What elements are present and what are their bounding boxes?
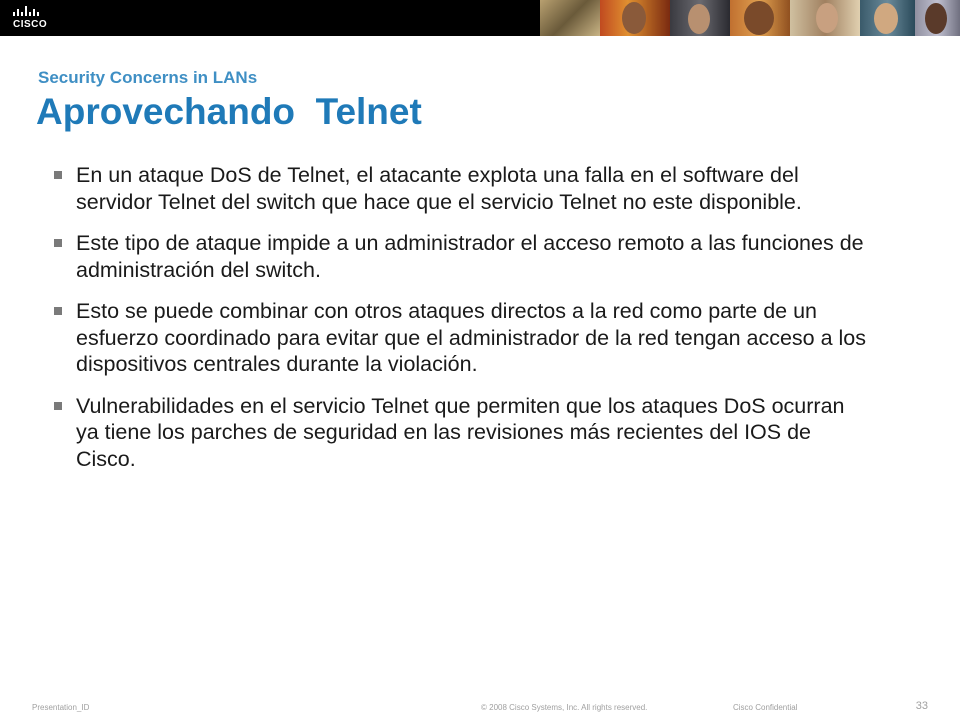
banner-photo [790,0,860,36]
bullet-item [50,393,870,473]
banner-photo [915,0,960,36]
cisco-wordmark: CISCO [13,19,48,30]
footer-copyright: © 2008 Cisco Systems, Inc. All rights reserved. [481,703,648,712]
cisco-logo [12,4,60,32]
header-banner [0,0,960,36]
banner-photo [730,0,790,36]
square-bullet-icon [54,171,62,179]
bullet-text: Esto se puede combinar con otros ataques directos a la red como parte de un esfuerzo coordinado para evitar que el administrador de la red tengan acceso a los dispositivos centrales durante la violación. [76,299,867,376]
bullet-list [50,162,870,487]
slide-title: Aprovechando Telnet [36,91,422,132]
bullet-item [50,162,870,215]
banner-photo [860,0,915,36]
bullet-text: Este tipo de ataque impide a un administrador el acceso remoto a las funciones de administración del switch. [76,231,864,282]
banner-photo-strip [540,0,960,36]
square-bullet-icon [54,402,62,410]
banner-photo [600,0,670,36]
page-number: 33 [915,700,928,712]
slide-subtitle: Security Concerns in LANs [38,68,258,87]
banner-photo [670,0,730,36]
banner-photo [540,0,600,36]
square-bullet-icon [54,307,62,315]
bullet-item [50,230,870,283]
bullet-text: En un ataque DoS de Telnet, el atacante explota una falla en el software del servidor Telnet del switch que hace que el servicio Telnet no este disponible. [76,163,802,214]
footer-confidential: Cisco Confidential [733,703,798,712]
square-bullet-icon [54,239,62,247]
bullet-text: Vulnerabilidades en el servicio Telnet que permiten que los ataques DoS ocurran ya tiene los parches de seguridad en las revisiones más recientes del IOS de Cisco. [76,393,845,471]
bullet-item [50,298,870,378]
footer-presentation-id: Presentation_ID [32,703,90,712]
cisco-bridge-icon [12,4,52,18]
